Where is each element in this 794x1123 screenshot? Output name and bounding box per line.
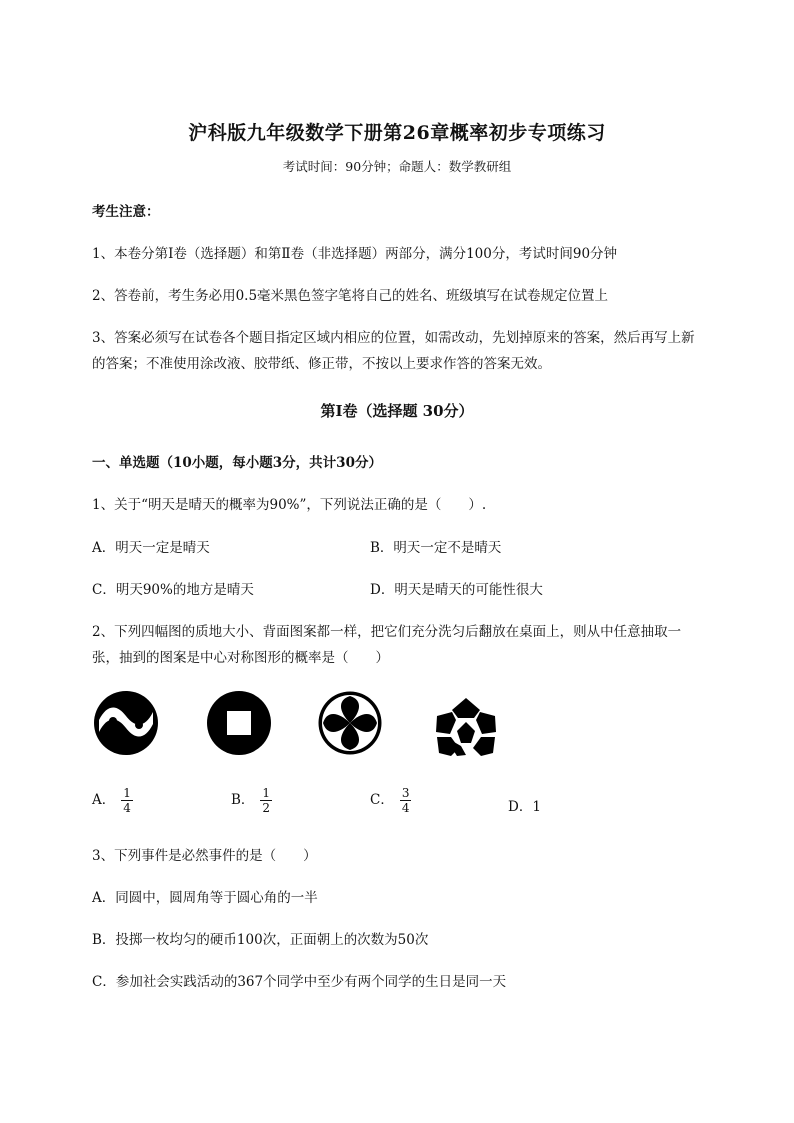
question-2-stem-line1: 2、下列四幅图的质地大小、背面图案都一样，把它们充分洗匀后翻放在桌面上，则从中任意抽取一: [92, 624, 682, 640]
figure-pentagon-star: [433, 696, 499, 758]
figure-square-hole-circle: [206, 690, 272, 756]
question-2-option-a: [92, 786, 133, 815]
part-title: 一、单选题（10小题，每小题3分，共计30分）: [92, 455, 382, 471]
notice-item-3: 3、答案必须写在试卷各个题目指定区域内相应的位置，如需改动，先划掉原来的答案，然后再写上新: [92, 330, 695, 346]
fraction-numerator: 3: [401, 786, 410, 800]
question-2-option-b: [231, 786, 272, 815]
question-3-option-a: A．同圆中，圆周角等于圆心角的一半: [92, 890, 318, 906]
fraction-denominator: 4: [123, 801, 131, 815]
fraction-denominator: 4: [401, 801, 410, 815]
notice-heading: 考生注意：: [92, 204, 160, 220]
fraction-numerator: 1: [123, 786, 131, 800]
question-1-option-a: A．明天一定是晴天: [92, 540, 210, 556]
question-2-option-a-label: A．: [92, 792, 116, 808]
figure-four-petal-circle: [317, 690, 383, 756]
question-1-option-b: B．明天一定不是晴天: [370, 540, 502, 556]
notice-item-2: 2、答卷前，考生务必用0.5毫米黑色签字笔将自己的姓名、班级填写在试卷规定位置上: [92, 288, 609, 304]
question-2-option-d: D．1: [508, 799, 541, 815]
question-3-option-b: B．投掷一枚均匀的硬币100次，正面朝上的次数为50次: [92, 932, 429, 948]
question-2-option-c: [370, 786, 411, 815]
notice-item-3-cont: 的答案；不准使用涂改液、胶带纸、修正带，不按以上要求作答的答案无效。: [92, 356, 551, 372]
fraction-denominator: 2: [262, 801, 271, 815]
question-3-option-c: C．参加社会实践活动的367个同学中至少有两个同学的生日是同一天: [92, 974, 507, 990]
fraction-one-quarter: [121, 786, 133, 815]
question-2-stem-line2: 张，抽到的图案是中心对称图形的概率是（ ）: [92, 650, 389, 666]
question-1-stem: 1、关于“明天是晴天的概率为90%”，下列说法正确的是（ ）.: [92, 497, 487, 513]
figure-s-curve-circle: [93, 690, 159, 756]
question-1-option-c: C．明天90%的地方是晴天: [92, 582, 254, 598]
question-2-option-b-label: B．: [231, 792, 255, 808]
exam-info: 考试时间：90分钟；命题人：数学教研组: [282, 159, 512, 174]
question-3-stem: 3、下列事件是必然事件的是（ ）: [92, 848, 317, 864]
page-title: 沪科版九年级数学下册第26章概率初步专项练习: [188, 122, 606, 144]
question-1-option-d: D．明天是晴天的可能性很大: [370, 582, 543, 598]
notice-item-1: 1、本卷分第I卷（选择题）和第Ⅱ卷（非选择题）两部分，满分100分，考试时间90分钟: [92, 246, 618, 262]
fraction-numerator: 1: [262, 786, 271, 800]
fraction-one-half: [260, 786, 272, 815]
question-2-option-c-label: C．: [370, 792, 394, 808]
fraction-three-quarters: [400, 786, 412, 815]
section-title: 第I卷（选择题 30分）: [320, 402, 474, 420]
